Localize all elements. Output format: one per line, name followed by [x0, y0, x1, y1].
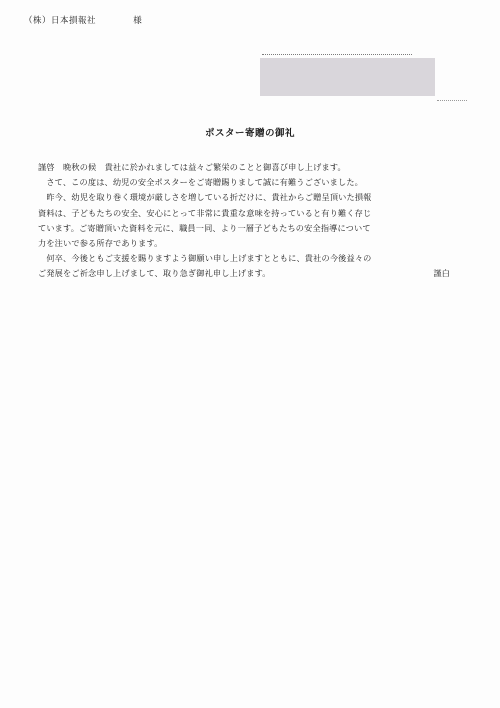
closing-word: 謹白: [433, 268, 450, 279]
sender-block: [260, 52, 435, 98]
document-title: ポスター寄贈の御礼: [204, 128, 295, 139]
body-line: さて、この度は、幼児の安全ポスターをご寄贈賜りまして誠に有難うございました。: [38, 177, 363, 188]
seal-trace: [437, 92, 467, 101]
body-line-last: [38, 266, 450, 281]
letter-body: [38, 160, 450, 282]
body-line: 資料は、子どもたちの安全、安心にとって非常に貴重な意味を持っていると有り難く存じ: [38, 207, 372, 218]
body-line: ています。ご寄贈頂いた資料を元に、職員一同、より一層子どもたちの安全指導について: [38, 222, 371, 233]
body-line: ご発展をご祈念申し上げまして、取り急ぎ御礼申し上げます。: [38, 268, 271, 279]
body-line: 力を注いで参る所存であります。: [38, 238, 163, 249]
addressee-company: （株）日本損報社: [24, 16, 97, 26]
addressee-honorific: 様: [133, 16, 143, 26]
body-line: 昨今、幼児を取り巻く環境が厳しさを増している折だけに、貴社からご贈呈頂いた損報: [38, 192, 372, 203]
addressee-line: [24, 14, 142, 26]
body-line: 謹啓 晩秋の候 貴社に於かれましては益々ご繁栄のことと御喜び申し上げます。: [38, 162, 346, 172]
sender-redaction: [260, 58, 435, 96]
body-line: 何卒、今後ともご支援を賜りますよう御願い申し上げますとともに、貴社の今後益々の: [38, 253, 372, 264]
